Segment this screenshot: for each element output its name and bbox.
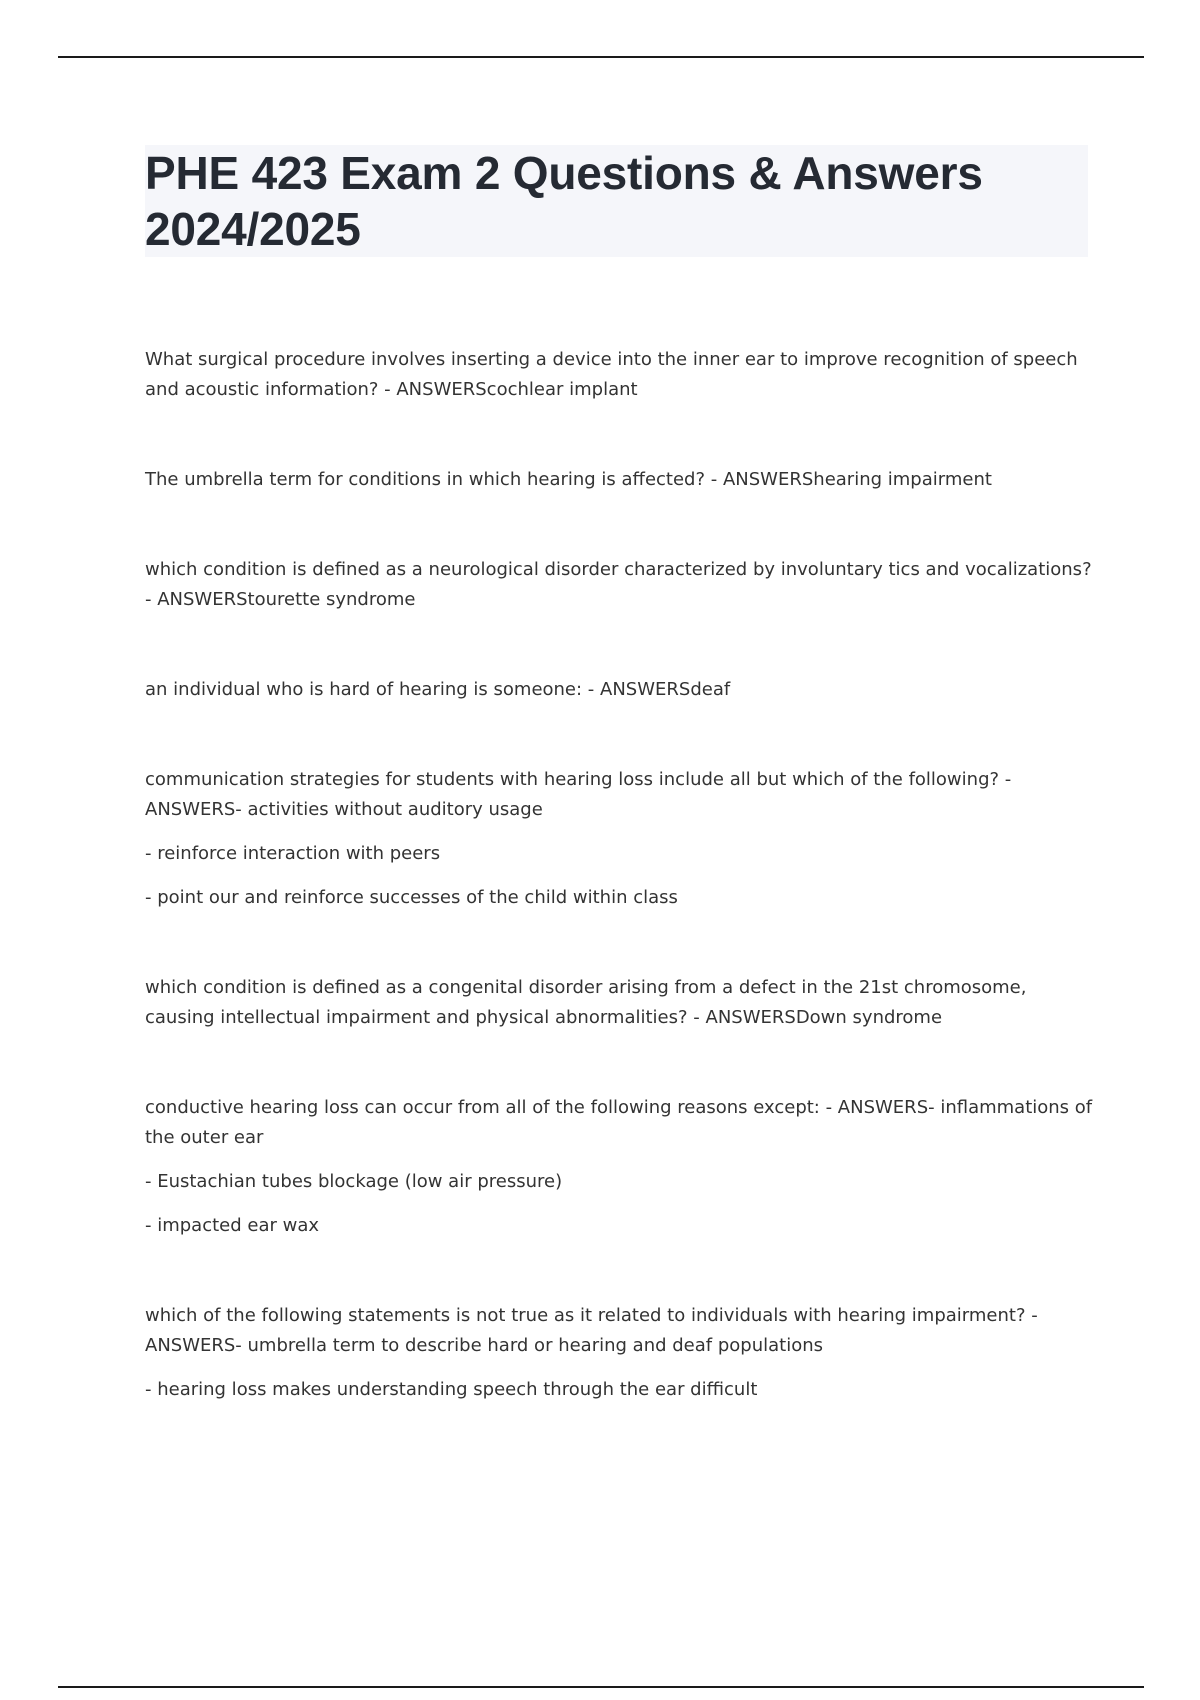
top-rule bbox=[58, 56, 1144, 58]
qa-item bbox=[145, 675, 1095, 705]
question-text: which of the following statements is not true as it related to individuals with hearing impairment? - ANSWERS- umbrella term to describe hard or hearing and deaf populations bbox=[145, 1305, 1038, 1356]
question-text: which condition is defined as a neurological disorder characterized by involuntary tics and vocalizations? - ANSWERStourette syndrome bbox=[145, 559, 1092, 610]
qa-item bbox=[145, 1093, 1095, 1241]
qa-item bbox=[145, 1301, 1095, 1405]
title-block bbox=[145, 145, 1088, 257]
question-text: conductive hearing loss can occur from all of the following reasons except: - ANSWERS- inflammations of the outer ear bbox=[145, 1097, 1093, 1148]
qa-list bbox=[145, 345, 1095, 1465]
question-text: communication strategies for students with hearing loss include all but which of the following? - ANSWERS- activities without auditory usage bbox=[145, 769, 1012, 820]
answer-option: - impacted ear wax bbox=[145, 1215, 320, 1236]
answer-option: - reinforce interaction with peers bbox=[145, 843, 441, 864]
qa-item bbox=[145, 345, 1095, 405]
page-title: PHE 423 Exam 2 Questions & Answers 2024/2025 bbox=[145, 147, 983, 255]
question-text: The umbrella term for conditions in which hearing is affected? - ANSWERShearing impairment bbox=[145, 469, 992, 490]
qa-item bbox=[145, 555, 1095, 615]
answer-option: - Eustachian tubes blockage (low air pressure) bbox=[145, 1171, 563, 1192]
question-text: What surgical procedure involves inserting a device into the inner ear to improve recognition of speech and acoustic information? - ANSWERScochlear implant bbox=[145, 349, 1078, 400]
qa-item bbox=[145, 765, 1095, 913]
qa-item bbox=[145, 465, 1095, 495]
answer-option: - hearing loss makes understanding speech through the ear difficult bbox=[145, 1379, 758, 1400]
bottom-rule bbox=[58, 1686, 1144, 1688]
answer-option: - point our and reinforce successes of the child within class bbox=[145, 887, 678, 908]
question-text: which condition is defined as a congenital disorder arising from a defect in the 21st chromosome, causing intellectual impairment and physical abnormalities? - ANSWERSDown syndrome bbox=[145, 977, 1027, 1028]
question-text: an individual who is hard of hearing is someone: - ANSWERSdeaf bbox=[145, 679, 731, 700]
qa-item bbox=[145, 973, 1095, 1033]
